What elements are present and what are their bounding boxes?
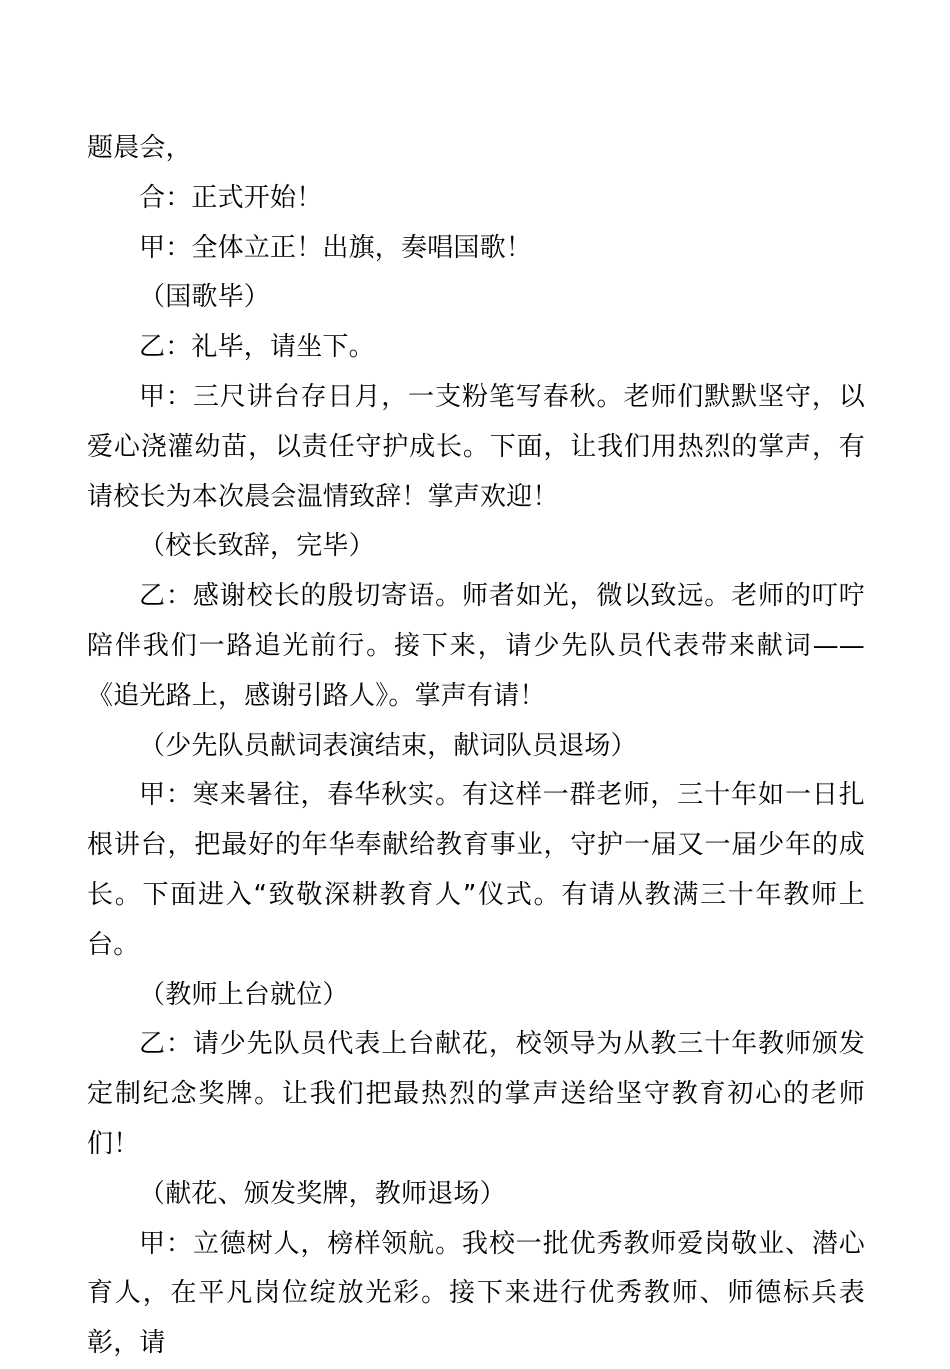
paragraph-he-start: 合：正式开始！ — [139, 182, 323, 213]
paragraph-jia-anthem: 甲：全体立正！出旗，奏唱国歌！ — [139, 232, 533, 263]
stage-direction-anthem-end: （国歌毕） — [139, 282, 271, 313]
stage-direction-awards-end: （献花、颁发奖牌，教师退场） — [139, 1178, 506, 1209]
paragraph-jia-outstanding-teachers: 甲：立德树人，榜样领航。我校一批优秀教师爱岗敬业、潜心育人，在平凡岗位绽放光彩。接下来进行优秀教师、师德标兵表彰，请 — [87, 1228, 865, 1359]
paragraph-jia-thirty-years: 甲：寒来暑往，春华秋实。有这样一群老师，三十年如一日扎根讲台，把最好的年华奉献给教育事业，守护一届又一届少年的成长。下面进入“致敬深耕教育人”仪式。有请从教满三十年教师上台。 — [87, 780, 865, 960]
paragraph-continuation: 题晨会， — [87, 133, 192, 163]
stage-direction-principal-speech: （校长致辞，完毕） — [139, 531, 375, 562]
paragraph-yi-flowers-awards: 乙：请少先队员代表上台献花，校领导为从教三十年教师颁发定制纪念奖牌。让我们把最热烈的掌声送给坚守教育初心的老师们！ — [87, 1029, 865, 1159]
document-body — [87, 124, 865, 1369]
paragraph-jia-principal-intro: 甲：三尺讲台存日月，一支粉笔写春秋。老师们默默坚守，以爱心浇灌幼苗，以责任守护成长。下面，让我们用热烈的掌声，有请校长为本次晨会温情致辞！掌声欢迎！ — [87, 381, 865, 512]
stage-direction-tribute-end: （少先队员献词表演结束，献词队员退场） — [139, 730, 637, 761]
paragraph-yi-pioneer-tribute: 乙：感谢校长的殷切寄语。师者如光，微以致远。老师的叮咛陪伴我们一路追光前行。接下来，请少先队员代表带来献词——《追光路上，感谢引路人》。掌声有请！ — [87, 581, 865, 711]
stage-direction-teachers-stage: （教师上台就位） — [139, 979, 349, 1010]
paragraph-yi-sit: 乙：礼毕，请坐下。 — [139, 332, 375, 363]
